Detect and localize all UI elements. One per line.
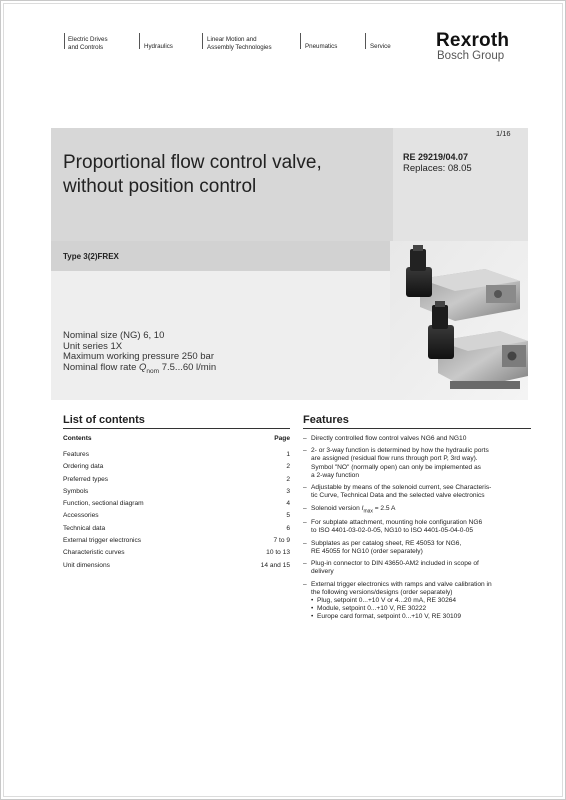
feature-sub-item: • Module, setpoint 0...+10 V, RE 30222 <box>311 604 427 612</box>
feature-item: – Directly controlled flow control valves NG6 and NG10 <box>303 435 467 442</box>
feature-sub-item: • Plug, setpoint 0...+10 V or 4...20 mA, RE 30264 <box>311 596 457 604</box>
contents-column-label: Contents <box>63 435 92 442</box>
page-inner-frame <box>3 3 563 797</box>
features-heading: Features <box>303 414 349 426</box>
title-line-2: without position control <box>63 176 257 197</box>
nav-hydraulics-label: Hydraulics <box>144 43 173 50</box>
contents-heading: List of contents <box>63 414 145 426</box>
spec-unit-series: Unit series 1X <box>63 340 123 352</box>
nav-electric-drives-line2: and Controls <box>68 43 104 51</box>
nav-divider <box>300 33 301 49</box>
spec-nominal-size: Nominal size (NG) 6, 10 <box>63 330 165 341</box>
title-line-1: Proportional flow control valve, <box>63 152 322 173</box>
nav-service[interactable] <box>370 43 391 51</box>
contents-row[interactable]: Preferred types 2 <box>63 475 290 483</box>
contents-row[interactable]: Unit dimensions 14 and 15 <box>63 561 290 569</box>
feature-item: – 2- or 3-way function is determined by how the hydraulic ports are assigned (residual flow runs through port P, 3rd way). Symbol "NO" (normally open) can only be implemented as a 2-way function <box>303 447 489 479</box>
nav-pneumatics[interactable] <box>305 43 337 51</box>
feature-item-solenoid: – Solenoid version $I_{max} = 2.5$ A <box>303 504 396 514</box>
nav-hydraulics[interactable] <box>144 43 173 51</box>
page-number: 1/16 <box>496 129 511 138</box>
brand-subtitle: Bosch Group <box>437 50 505 62</box>
feature-sub-item: • Europe card format, setpoint 0...+10 V, RE 30109 <box>311 613 461 621</box>
feature-item: – Plug-in connector to DIN 43650-AM2 included in scope of delivery <box>303 560 479 576</box>
nav-divider <box>139 33 140 49</box>
nav-electric-drives-line1: Electric Drives <box>68 36 108 43</box>
contents-row[interactable]: Features 1 <box>63 451 290 458</box>
nav-divider <box>202 33 203 49</box>
contents-row[interactable]: Function, sectional diagram 4 <box>63 500 290 508</box>
contents-row[interactable]: Symbols 3 <box>63 487 290 495</box>
replaces-note: Replaces: 08.05 <box>403 163 472 174</box>
feature-item: – Adjustable by means of the solenoid current, see Characteris- tic Curve, Technical Data and the selected valve electronics <box>303 484 492 500</box>
contents-row[interactable]: Characteristic curves 10 to 13 <box>63 549 290 557</box>
spec-flow-rate: Nominal flow rate $Q_{nom}$ 7.5...60 l/min <box>63 361 217 375</box>
feature-item: – Subplates as per catalog sheet, RE 45053 for NG6, RE 45055 for NG10 (order separately) <box>303 539 462 555</box>
nav-linear-motion-line1: Linear Motion and <box>207 36 257 43</box>
nav-divider <box>64 33 65 49</box>
contents-table <box>63 450 290 573</box>
nav-pneumatics-label: Pneumatics <box>305 43 338 50</box>
nav-linear-motion-line2: Assembly Technologies <box>207 43 272 51</box>
type-label: Type 3(2)FREX <box>63 252 119 261</box>
document-title <box>63 151 383 199</box>
brand-logo: Rexroth <box>436 30 510 51</box>
page-column-label: Page <box>274 435 290 442</box>
contents-table-header <box>63 435 290 442</box>
re-number: RE 29219/04.07 <box>403 152 469 162</box>
nav-electric-drives[interactable] <box>68 36 108 51</box>
spec-max-pressure: Maximum working pressure 250 bar <box>63 351 215 362</box>
spec-list <box>63 331 216 377</box>
feature-item: – External trigger electronics with ramps and valve calibration in the following versions/designs (order separately) • Plug, setpoint 0...+10 V or 4...20 mA, RE 30264 • Module, setpoint 0...+10 V, RE 30222 • Europe card format, setpoint 0...+10 V, RE 30109 <box>303 581 531 621</box>
features-rule <box>303 428 531 429</box>
features-list <box>303 435 531 625</box>
feature-item: – For subplate attachment, mounting hole configuration NG6 to ISO 4401-03-02-0-05, NG10 to ISO 4401-05-04-0-05 <box>303 519 483 535</box>
contents-row[interactable]: Technical data 6 <box>63 524 290 532</box>
nav-linear-motion[interactable] <box>207 36 272 51</box>
nav-service-label: Service <box>370 43 391 50</box>
contents-row[interactable]: Ordering data 2 <box>63 463 290 471</box>
contents-row[interactable]: Accessories 5 <box>63 512 290 520</box>
valve-product-photo <box>390 241 528 400</box>
contents-row[interactable]: External trigger electronics 7 to 9 <box>63 537 290 545</box>
nav-divider <box>365 33 366 49</box>
contents-rule <box>63 428 290 429</box>
